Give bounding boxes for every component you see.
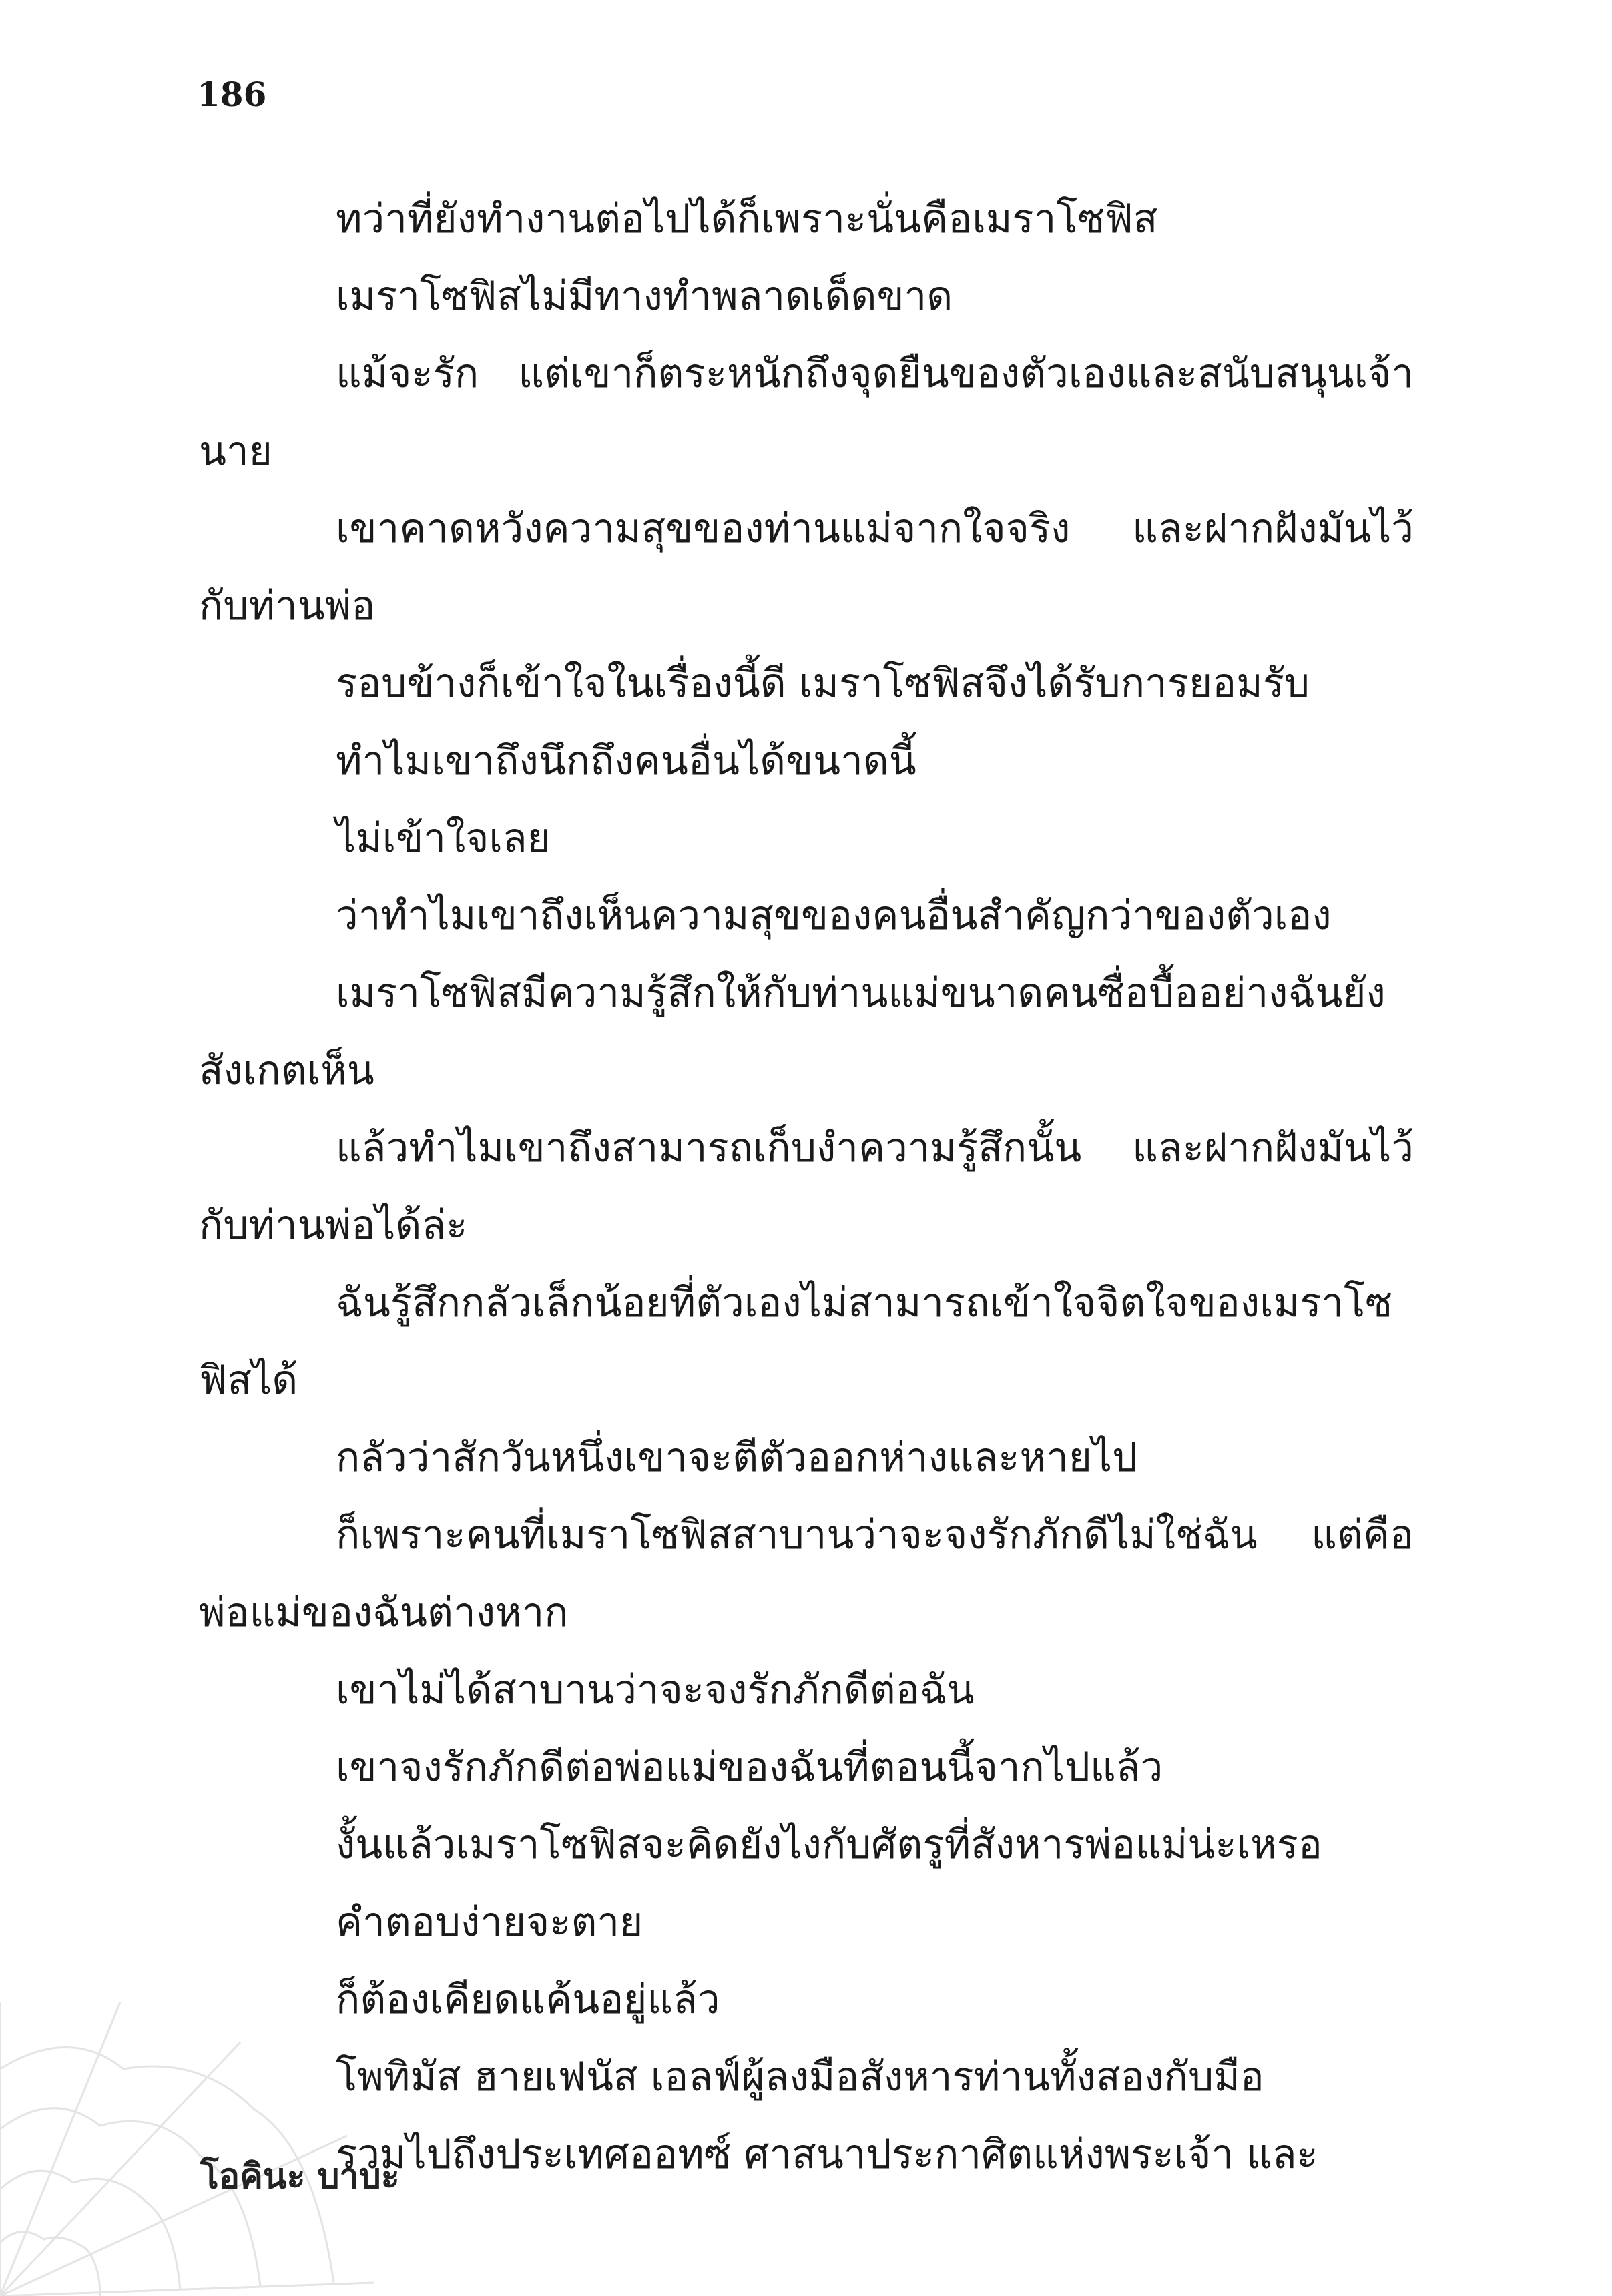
paragraph: คำตอบง่ายจะตาย bbox=[336, 1899, 643, 1946]
paragraph: แม้จะรัก แต่เขาก็ตระหนักถึงจุดยืนของตัวเองและสนับสนุนเจ้านาย bbox=[199, 350, 1414, 475]
paragraph: แล้วทำไมเขาถึงสามารถเก็บงำความรู้สึกนั้น และฝากฝังมันไว้กับท่านพ่อได้ล่ะ bbox=[199, 1125, 1414, 1249]
paragraph: เขาไม่ได้สาบานว่าจะจงรักภักดีต่อฉัน bbox=[336, 1667, 975, 1713]
paragraph: รวมไปถึงประเทศออทซ์ ศาสนาประกาศิตแห่งพระเจ้า และ bbox=[336, 2131, 1318, 2178]
paragraph: ทำไมเขาถึงนึกถึงคนอื่นได้ขนาดนี้ bbox=[336, 738, 916, 784]
paragraph: เขาจงรักภักดีต่อพ่อแม่ของฉันที่ตอนนี้จากไปแล้ว bbox=[336, 1744, 1163, 1791]
paragraph: ก็เพราะคนที่เมราโซฟิสสาบานว่าจะจงรักภักดีไม่ใช่ฉัน แต่คือพ่อแม่ของฉันต่างหาก bbox=[199, 1512, 1414, 1636]
paragraph: เมราโซฟิสไม่มีทางทำพลาดเด็ดขาด bbox=[336, 273, 953, 320]
paragraph: เขาคาดหวังความสุขของท่านแม่จากใจจริง และฝากฝังมันไว้กับท่านพ่อ bbox=[199, 505, 1414, 629]
body-text bbox=[199, 180, 1414, 2193]
paragraph: กลัวว่าสักวันหนึ่งเขาจะตีตัวออกห่างและหายไป bbox=[336, 1434, 1138, 1481]
paragraph: ทว่าที่ยังทำงานต่อไปได้ก็เพราะนั่นคือเมราโซฟิส bbox=[336, 196, 1158, 242]
paragraph: ฉันรู้สึกกลัวเล็กน้อยที่ตัวเองไม่สามารถเข้าใจจิตใจของเมราโซฟิสได้ bbox=[199, 1279, 1393, 1404]
paragraph: ก็ต้องเคียดแค้นอยู่แล้ว bbox=[336, 1976, 720, 2023]
footer-author: โอคินะ บาบะ bbox=[200, 2157, 400, 2197]
page-number: 186 bbox=[197, 75, 267, 114]
paragraph: โพทิมัส ฮายเฟนัส เอลฟ์ผู้ลงมือสังหารท่านทั้งสองกับมือ bbox=[336, 2054, 1264, 2100]
paragraph: ว่าทำไมเขาถึงเห็นความสุขของคนอื่นสำคัญกว่าของตัวเอง bbox=[336, 892, 1332, 939]
paragraph: รอบข้างก็เข้าใจในเรื่องนี้ดี เมราโซฟิสจึงได้รับการยอมรับ bbox=[336, 660, 1310, 707]
paragraph: งั้นแล้วเมราโซฟิสจะคิดยังไงกับศัตรูที่สังหารพ่อแม่น่ะเหรอ bbox=[336, 1821, 1322, 1868]
paragraph: เมราโซฟิสมีความรู้สึกให้กับท่านแม่ขนาดคนซื่อบื้ออย่างฉันยังสังเกตเห็น bbox=[199, 970, 1386, 1094]
paragraph: ไม่เข้าใจเลย bbox=[336, 815, 551, 862]
